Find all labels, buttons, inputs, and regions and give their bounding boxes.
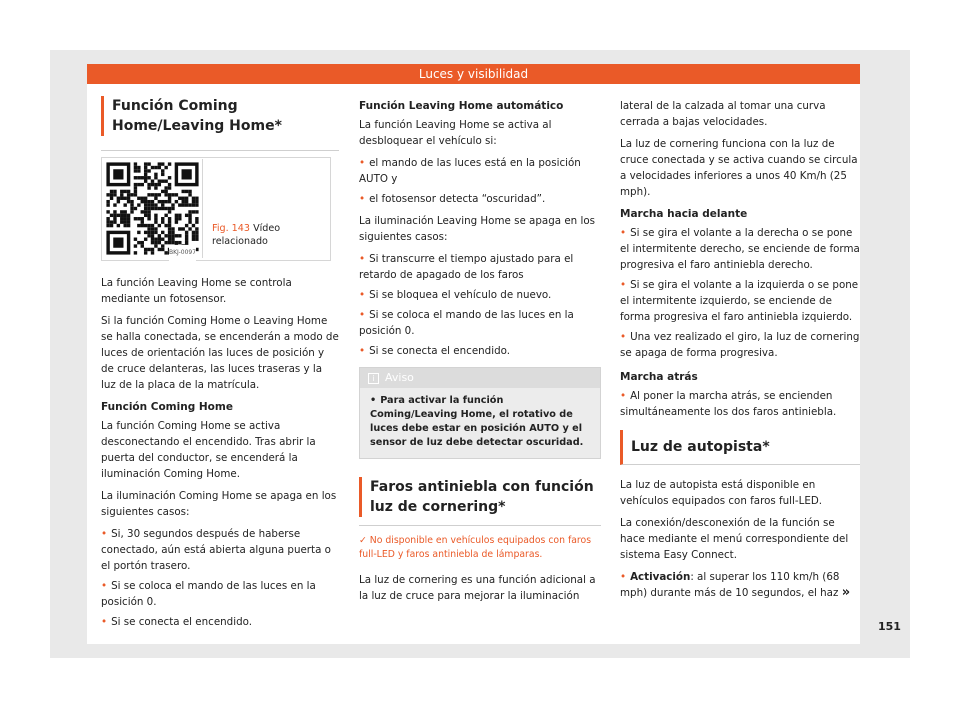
bullet-text: Si se conecta el encendido. (369, 345, 511, 357)
subheading-leaving-home-auto: Función Leaving Home automático (359, 100, 564, 112)
bullet-text: Al poner la marcha atrás, se encienden simultáneamente los dos faros antiniebla. (620, 390, 837, 418)
bullet-item (359, 191, 601, 207)
bullet-text: Si se coloca el mando de las luces en la posición 0. (359, 309, 574, 337)
bullet-text: Si se coloca el mando de las luces en la posición 0. (101, 580, 316, 608)
bullet-item (620, 329, 860, 361)
subheading-coming-home: Función Coming Home (101, 401, 233, 413)
paragraph: La función Coming Home se activa desconectando el encendido. Tras abrir la puerta del conductor, se encenderá la iluminación Coming Home. (101, 420, 316, 480)
bullet-icon: • (620, 571, 627, 583)
availability-note-text: No disponible en vehículos equipados con faros full-LED y faros antiniebla de lámparas. (359, 535, 592, 560)
paragraph: La función Leaving Home se controla mediante un fotosensor. (101, 277, 292, 305)
bullet-item (620, 388, 860, 420)
figure-143 (101, 157, 331, 261)
paragraph: La iluminación Coming Home se apaga en los siguientes casos: (101, 490, 337, 518)
qr-code-id: BKJ-0097 (169, 245, 196, 261)
figure-caption-text: Vídeo relacionado (212, 223, 281, 247)
page-number: 151 (878, 620, 901, 633)
bullet-icon: • (101, 528, 108, 540)
bullet-icon: • (359, 309, 366, 321)
checkmark-icon: ✓ (359, 535, 370, 546)
notice-title: Aviso (385, 371, 414, 384)
bullet-icon: • (359, 289, 366, 301)
bullet-item (359, 155, 601, 187)
section-title-block (620, 430, 860, 465)
figure-caption (212, 222, 324, 248)
bullet-icon: • (620, 279, 627, 291)
paragraph: lateral de la calzada al tomar una curva cerrada a bajas velocidades. (620, 100, 826, 128)
bullet-icon: • (101, 616, 108, 628)
bullet-text: Si se gira el volante a la derecha o se pone el intermitente derecho, se enciende de forma progresiva el faro antiniebla derecho. (620, 227, 860, 271)
bullet-text: Si se gira el volante a la izquierda o se pone el intermitente izquierdo, se enciende de forma progresiva el faro antiniebla izquierdo. (620, 279, 859, 323)
paragraph: Si la función Coming Home o Leaving Home se halla conectada, se encenderán a modo de luces de orientación las luces de posición y de cruce delanteras, las luces traseras y la luz de la placa de la matrícula. (101, 315, 339, 391)
subheading-reverse: Marcha atrás (620, 371, 698, 383)
bullet-item (359, 343, 601, 359)
bullet-item (620, 277, 860, 325)
bullet-text: el fotosensor detecta “oscuridad”. (369, 193, 546, 205)
bullet-item (359, 251, 601, 283)
bullet-icon: • (359, 193, 366, 205)
qr-code-graphic (103, 159, 202, 258)
bullet-item (101, 614, 339, 630)
bullet-item (359, 307, 601, 339)
bullet-icon: • (620, 390, 627, 402)
section-title-block (101, 96, 339, 136)
section-title-motorway-light: Luz de autopista* (631, 439, 770, 455)
column-2 (359, 98, 601, 610)
bullet-item (620, 569, 860, 601)
notice-header (360, 368, 600, 388)
bullet-icon: • (370, 395, 377, 406)
section-header-band (87, 64, 860, 84)
section-title-cornering: Faros antiniebla con función luz de cornering* (370, 479, 594, 515)
bullet-text: Si, 30 segundos después de haberse conectado, aún está abierta alguna puerta o el portón trasero. (101, 528, 331, 572)
activation-text: : al superar los 110 km/h (68 mph) durante más de 10 segundos, el haz (620, 571, 840, 599)
bullet-item (359, 287, 601, 303)
notice-body (360, 388, 600, 458)
bullet-icon: • (359, 253, 366, 265)
bullet-icon: • (620, 227, 627, 239)
paragraph: La iluminación Leaving Home se apaga en los siguientes casos: (359, 215, 595, 243)
bullet-icon: • (359, 157, 366, 169)
figure-label: Fig. 143 (212, 223, 250, 234)
section-title-coming-home: Función Coming Home/Leaving Home* (112, 98, 282, 134)
notice-text: Para activar la función Coming/Leaving Home, el rotativo de luces debe estar en posición AUTO y el sensor de luz debe detectar oscuridad. (370, 395, 584, 448)
continue-icon: » (841, 585, 851, 600)
bullet-icon: • (620, 331, 627, 343)
section-divider (359, 525, 601, 526)
paragraph: La luz de cornering es una función adicional a la luz de cruce para mejorar la iluminación (359, 574, 596, 602)
section-header-title: Luces y visibilidad (418, 67, 529, 81)
bullet-text: Una vez realizado el giro, la luz de cornering se apaga de forma progresiva. (620, 331, 860, 359)
bullet-item (101, 578, 339, 610)
bullet-text: el mando de las luces está en la posición AUTO y (359, 157, 581, 185)
section-title-block (359, 477, 601, 517)
bullet-icon: • (101, 580, 108, 592)
bullet-text: Si se bloquea el vehículo de nuevo. (369, 289, 552, 301)
bullet-text: Si se conecta el encendido. (111, 616, 253, 628)
bullet-item (101, 526, 339, 574)
bullet-item (620, 225, 860, 273)
paragraph: La luz de autopista está disponible en vehículos equipados con faros full-LED. (620, 479, 823, 507)
paragraph: La conexión/desconexión de la función se hace mediante el menú correspondiente del sistema Easy Connect. (620, 517, 849, 561)
notice-box (359, 367, 601, 459)
availability-note (359, 534, 601, 562)
subheading-forward: Marcha hacia delante (620, 208, 748, 220)
column-3 (620, 98, 860, 605)
column-1 (101, 96, 339, 634)
info-icon: i (368, 373, 379, 384)
paragraph: La luz de cornering funciona con la luz de cruce conectada y se activa cuando se circula a velocidades inferiores a unos 40 Km/h (25 mph). (620, 138, 858, 198)
bullet-text: Si transcurre el tiempo ajustado para el retardo de apagado de los faros (359, 253, 574, 281)
qr-code (103, 159, 203, 258)
section-divider (101, 150, 339, 151)
activation-label: Activación (630, 571, 691, 583)
bullet-icon: • (359, 345, 366, 357)
paragraph: La función Leaving Home se activa al desbloquear el vehículo si: (359, 119, 552, 147)
